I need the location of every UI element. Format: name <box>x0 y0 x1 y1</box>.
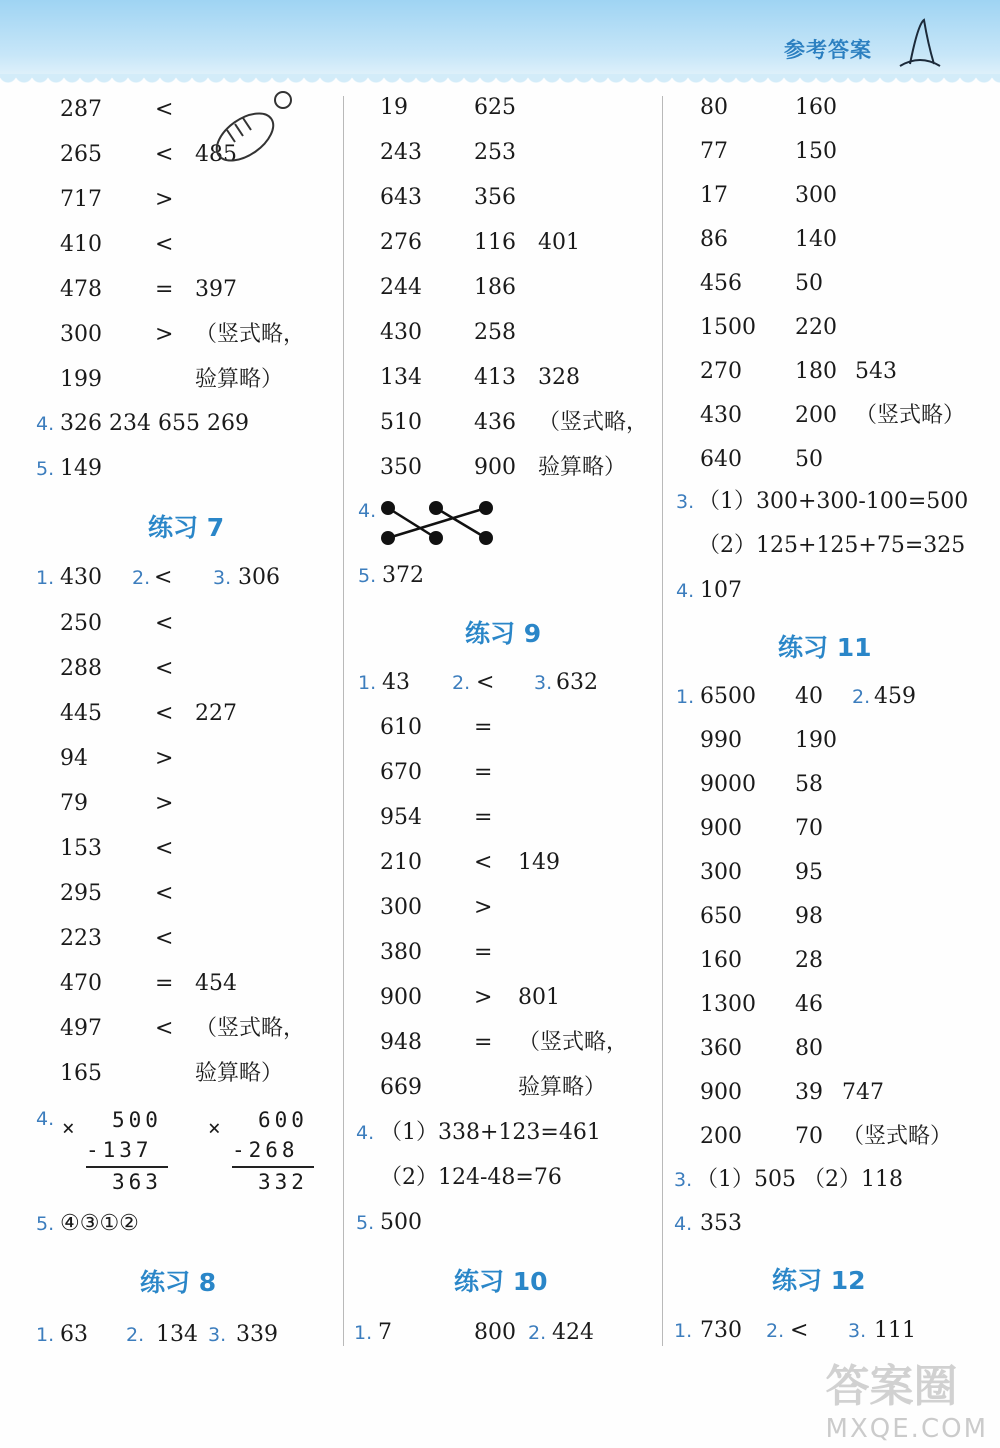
answer-value: 199 <box>60 367 102 392</box>
answer-text: （1）505 （2）118 <box>696 1167 903 1192</box>
answer-sign: < <box>155 97 174 122</box>
answer-value: 95 <box>795 860 823 885</box>
answer-value: 150 <box>795 139 837 164</box>
answer-row <box>60 365 360 395</box>
answer-value: 270 <box>700 359 742 384</box>
answer-value: 253 <box>474 140 516 165</box>
operator: × <box>208 1116 221 1140</box>
answer-value: 220 <box>795 315 837 340</box>
answer-value: 28 <box>795 948 823 973</box>
answer-value: 40 <box>795 684 823 709</box>
answer-row <box>60 1059 360 1089</box>
answer-sign: = <box>474 805 493 830</box>
answer-value: 478 <box>60 277 102 302</box>
header-banner <box>0 0 1000 78</box>
answer-value: 360 <box>700 1036 742 1061</box>
answer-text: （2）124-48=76 <box>380 1165 562 1190</box>
exercise-first-row <box>676 682 976 712</box>
answer-value: 640 <box>700 447 742 472</box>
answer-value: 900 <box>700 1080 742 1105</box>
answer-value: 7 <box>378 1320 392 1345</box>
question-number: 5. <box>36 458 55 480</box>
exercise-first-row <box>36 1320 336 1350</box>
answer-value: 497 <box>60 1016 102 1041</box>
question-number: 1. <box>676 686 695 708</box>
answer-sign: > <box>155 322 174 347</box>
answer-value: 70 <box>795 816 823 841</box>
answer-value: 1300 <box>700 992 756 1017</box>
answer-row <box>700 902 1000 932</box>
question-4-part2 <box>356 1163 656 1193</box>
difference: 363 <box>112 1170 162 1194</box>
answer-value: 650 <box>700 904 742 929</box>
answer-sign: = <box>474 715 493 740</box>
answer-value: 98 <box>795 904 823 929</box>
answer-row <box>60 185 360 215</box>
answer-value: 134 <box>380 365 422 390</box>
question-4 <box>674 1209 974 1239</box>
exercise-heading: 练习 12 <box>772 1266 866 1295</box>
answer-value: 954 <box>380 805 422 830</box>
answer-value: 632 <box>556 670 598 695</box>
answer-value: < <box>154 565 173 590</box>
answer-value: 900 <box>380 985 422 1010</box>
answer-extra: （竖式略， <box>518 1030 629 1055</box>
answer-value: 94 <box>60 746 88 771</box>
answer-sign: < <box>155 232 174 257</box>
exercise-heading: 练习 11 <box>778 633 872 662</box>
exercise-first-row <box>354 1318 654 1348</box>
answer-row <box>700 269 1000 299</box>
answer-value: < <box>476 670 495 695</box>
answer-value: 50 <box>795 447 823 472</box>
question-number: 1. <box>354 1322 373 1344</box>
answer-value: 77 <box>700 139 728 164</box>
exercise-heading: 练习 7 <box>148 513 225 542</box>
question-number: 2. <box>528 1322 547 1344</box>
subtraction-line <box>232 1166 314 1168</box>
vertical-subtraction <box>62 1108 182 1198</box>
answer-value: 190 <box>795 728 837 753</box>
answer-value: 430 <box>380 320 422 345</box>
answer-value: 1500 <box>700 315 756 340</box>
answer-value: 258 <box>474 320 516 345</box>
answer-sign: < <box>155 656 174 681</box>
answer-sign: = <box>155 277 174 302</box>
answer-value: 244 <box>380 275 422 300</box>
answer-text: 372 <box>382 563 424 588</box>
answer-value: 445 <box>60 701 102 726</box>
answer-value: 456 <box>700 271 742 296</box>
matching-lines-diagram <box>378 496 498 550</box>
answer-extra: 227 <box>195 701 237 726</box>
answer-row <box>700 814 1000 844</box>
question-number: 3. <box>674 1169 693 1191</box>
answer-row <box>380 408 680 438</box>
answer-row <box>60 654 360 684</box>
answer-sign: < <box>155 836 174 861</box>
operator: × <box>62 1116 75 1140</box>
answer-text: 500 <box>380 1210 422 1235</box>
answer-row <box>60 924 360 954</box>
answer-value: 19 <box>380 95 408 120</box>
exercise-heading: 练习 10 <box>454 1267 548 1296</box>
question-number: 2. <box>126 1324 145 1346</box>
answer-extra: 验算略） <box>195 367 284 392</box>
answer-value: 610 <box>380 715 422 740</box>
question-number: 4. <box>674 1213 693 1235</box>
answer-row <box>60 834 360 864</box>
answer-value: 717 <box>60 187 102 212</box>
answer-value: 80 <box>795 1036 823 1061</box>
answer-extra: 验算略） <box>518 1075 607 1100</box>
pen-doodle-icon <box>890 14 950 74</box>
answer-value: 300 <box>60 322 102 347</box>
answer-value: 165 <box>60 1061 102 1086</box>
answer-sign: < <box>155 611 174 636</box>
answer-row <box>380 848 680 878</box>
answer-value: 265 <box>60 142 102 167</box>
question-number: 4. <box>356 1122 375 1144</box>
answer-value: 180 <box>795 359 837 384</box>
answer-sign: > <box>155 746 174 771</box>
answer-text: 353 <box>700 1211 742 1236</box>
answer-extra: （竖式略） <box>842 1124 953 1149</box>
answer-value: 356 <box>474 185 516 210</box>
answer-value: 160 <box>700 948 742 973</box>
answer-extra: （竖式略， <box>538 410 649 435</box>
question-number: 1. <box>358 672 377 694</box>
answer-value: 306 <box>238 565 280 590</box>
answer-value: 900 <box>474 455 516 480</box>
question-number: 1. <box>36 567 55 589</box>
answer-sign: > <box>155 187 174 212</box>
answer-value: 186 <box>474 275 516 300</box>
answer-value: 80 <box>700 95 728 120</box>
answer-sign: < <box>474 850 493 875</box>
question-3-part2 <box>676 531 976 561</box>
answer-value: 730 <box>700 1318 742 1343</box>
answer-value: 210 <box>380 850 422 875</box>
answer-text: （1）338+123=461 <box>380 1120 601 1145</box>
answer-extra: 454 <box>195 971 237 996</box>
answer-sign: < <box>155 926 174 951</box>
answer-row <box>700 1078 1000 1108</box>
answer-value: 459 <box>874 684 916 709</box>
answer-row <box>380 228 680 258</box>
question-5 <box>356 1208 656 1238</box>
answer-sign: = <box>474 760 493 785</box>
answer-value: 800 <box>474 1320 516 1345</box>
answer-value: 300 <box>795 183 837 208</box>
answer-value: 46 <box>795 992 823 1017</box>
answer-extra: 485 <box>195 142 237 167</box>
answer-value: 625 <box>474 95 516 120</box>
question-5 <box>36 1209 336 1239</box>
answer-value: 900 <box>700 816 742 841</box>
question-5 <box>36 454 336 484</box>
answer-value: 643 <box>380 185 422 210</box>
answer-sign: > <box>474 985 493 1010</box>
answer-text: ④③①② <box>60 1211 139 1236</box>
answer-extra: 149 <box>518 850 560 875</box>
question-number: 2. <box>766 1320 785 1342</box>
answer-text: 107 <box>700 578 742 603</box>
answer-value: 116 <box>474 230 516 255</box>
answer-extra: 543 <box>855 359 897 384</box>
question-number: 5. <box>356 1212 375 1234</box>
answer-row <box>60 609 360 639</box>
answer-value: 160 <box>795 95 837 120</box>
difference: 332 <box>258 1170 308 1194</box>
answer-extra: 328 <box>538 365 580 390</box>
question-4 <box>36 409 336 439</box>
answer-value: 295 <box>60 881 102 906</box>
answer-value: 223 <box>60 926 102 951</box>
answer-extra: 747 <box>842 1080 884 1105</box>
answer-value: 50 <box>795 271 823 296</box>
answer-value: 430 <box>60 565 102 590</box>
answer-row <box>60 230 360 260</box>
eraser-doodle-icon <box>205 82 305 172</box>
answer-sign: = <box>474 1030 493 1055</box>
answer-value: 250 <box>60 611 102 636</box>
answer-value: 669 <box>380 1075 422 1100</box>
answer-row <box>380 1028 680 1058</box>
answer-row <box>700 225 1000 255</box>
watermark <box>826 1350 988 1444</box>
question-3 <box>676 487 976 517</box>
answer-row <box>380 893 680 923</box>
question-4 <box>676 576 976 606</box>
answer-row <box>700 313 1000 343</box>
exercise-first-row <box>36 563 336 593</box>
answer-row <box>380 138 680 168</box>
question-number: 3. <box>848 1320 867 1342</box>
answer-sign: < <box>155 881 174 906</box>
answer-row <box>700 990 1000 1020</box>
question-number: 2. <box>452 672 471 694</box>
minuend: 500 <box>112 1108 162 1132</box>
minuend: 600 <box>258 1108 308 1132</box>
answer-value: 510 <box>380 410 422 435</box>
question-number: 3. <box>676 491 695 513</box>
answer-extra: （竖式略） <box>855 403 966 428</box>
answer-value: 436 <box>474 410 516 435</box>
answer-row <box>60 789 360 819</box>
answer-value: 424 <box>552 1320 594 1345</box>
answer-value: 413 <box>474 365 516 390</box>
answer-value: 79 <box>60 791 88 816</box>
answer-value: 140 <box>795 227 837 252</box>
answer-text: 149 <box>60 456 102 481</box>
answer-value: 276 <box>380 230 422 255</box>
answer-value: 380 <box>380 940 422 965</box>
answer-extra: 验算略） <box>195 1061 284 1086</box>
answer-sign: < <box>155 701 174 726</box>
question-number: 3. <box>213 567 232 589</box>
answer-value: 287 <box>60 97 102 122</box>
answer-row <box>380 938 680 968</box>
answer-extra: 801 <box>518 985 560 1010</box>
answer-value: 948 <box>380 1030 422 1055</box>
answer-row <box>700 1122 1000 1152</box>
answer-extra: （竖式略， <box>195 1016 306 1041</box>
answer-row <box>380 1073 680 1103</box>
question-number: 4. <box>358 500 377 522</box>
answer-text: 326 234 655 269 <box>60 411 249 436</box>
answer-row <box>700 445 1000 475</box>
answer-sign: > <box>155 791 174 816</box>
question-number: 2. <box>852 686 871 708</box>
answer-row <box>60 1014 360 1044</box>
question-number: 4. <box>676 580 695 602</box>
question-4 <box>356 1118 656 1148</box>
answer-row <box>700 770 1000 800</box>
answer-extra: 401 <box>538 230 580 255</box>
answer-value: 134 <box>156 1322 198 1347</box>
answer-row <box>700 858 1000 888</box>
answer-row <box>60 699 360 729</box>
answer-row <box>700 946 1000 976</box>
answer-row <box>380 803 680 833</box>
answer-row <box>380 453 680 483</box>
answer-value: 9000 <box>700 772 756 797</box>
answer-value: 410 <box>60 232 102 257</box>
exercise-heading: 练习 9 <box>465 619 542 648</box>
answer-value: 288 <box>60 656 102 681</box>
answer-row <box>60 275 360 305</box>
question-number: 3. <box>534 672 553 694</box>
question-number: 5. <box>358 565 377 587</box>
answer-extra: （竖式略， <box>195 322 306 347</box>
answer-value: 39 <box>795 1080 823 1105</box>
answer-row <box>380 93 680 123</box>
answer-value: 200 <box>795 403 837 428</box>
answer-value: 339 <box>236 1322 278 1347</box>
answer-row <box>60 969 360 999</box>
answer-row <box>380 318 680 348</box>
answer-sign: = <box>474 940 493 965</box>
answer-row <box>700 181 1000 211</box>
subtrahend: -268 <box>232 1138 299 1162</box>
watermark-line1: 答案圈 <box>825 1361 958 1412</box>
answer-row <box>700 357 1000 387</box>
question-number: 2. <box>132 567 151 589</box>
question-number: 4. <box>36 1108 55 1130</box>
answer-row <box>700 137 1000 167</box>
answer-extra: 验算略） <box>538 455 627 480</box>
answer-value: 470 <box>60 971 102 996</box>
answer-value: 70 <box>795 1124 823 1149</box>
question-3 <box>674 1165 974 1195</box>
answer-text: （1）300+300-100=500 <box>698 489 969 514</box>
answer-value: 350 <box>380 455 422 480</box>
answer-row <box>700 726 1000 756</box>
answer-value: 6500 <box>700 684 756 709</box>
question-5 <box>358 561 658 591</box>
answer-row <box>380 758 680 788</box>
vertical-subtraction <box>208 1108 328 1198</box>
answer-value: 670 <box>380 760 422 785</box>
answer-value: 243 <box>380 140 422 165</box>
header-title: 参考答案 <box>784 38 872 62</box>
question-number: 4. <box>36 413 55 435</box>
answer-row <box>380 713 680 743</box>
answer-row <box>380 983 680 1013</box>
answer-value: 17 <box>700 183 728 208</box>
exercise-first-row <box>674 1316 974 1346</box>
answer-row <box>380 273 680 303</box>
answer-value: 300 <box>700 860 742 885</box>
exercise-first-row <box>358 668 658 698</box>
answer-value: 86 <box>700 227 728 252</box>
answer-sign: < <box>155 142 174 167</box>
subtrahend: -137 <box>86 1138 153 1162</box>
answer-row <box>700 1034 1000 1064</box>
answer-sign: = <box>155 971 174 996</box>
answer-value: 63 <box>60 1322 88 1347</box>
question-number: 5. <box>36 1213 55 1235</box>
answer-value: 111 <box>874 1318 916 1343</box>
answer-text: （2）125+125+75=325 <box>698 533 966 558</box>
answer-value: 990 <box>700 728 742 753</box>
answer-value: < <box>790 1318 809 1343</box>
answer-row <box>700 401 1000 431</box>
answer-row <box>380 363 680 393</box>
question-number: 3. <box>208 1324 227 1346</box>
watermark-line2: MXQE.COM <box>825 1414 988 1444</box>
answer-extra: 397 <box>195 277 237 302</box>
answer-row <box>60 320 360 350</box>
question-number: 1. <box>36 1324 55 1346</box>
answer-row <box>60 879 360 909</box>
exercise-heading: 练习 8 <box>140 1268 217 1297</box>
answer-row <box>380 183 680 213</box>
answer-value: 43 <box>382 670 410 695</box>
question-number: 1. <box>674 1320 693 1342</box>
answer-sign: < <box>155 1016 174 1041</box>
answer-value: 300 <box>380 895 422 920</box>
subtraction-line <box>86 1166 168 1168</box>
answer-row <box>700 93 1000 123</box>
answer-value: 58 <box>795 772 823 797</box>
answer-value: 153 <box>60 836 102 861</box>
answer-value: 200 <box>700 1124 742 1149</box>
answer-sign: > <box>474 895 493 920</box>
answer-row <box>60 744 360 774</box>
answer-value: 430 <box>700 403 742 428</box>
